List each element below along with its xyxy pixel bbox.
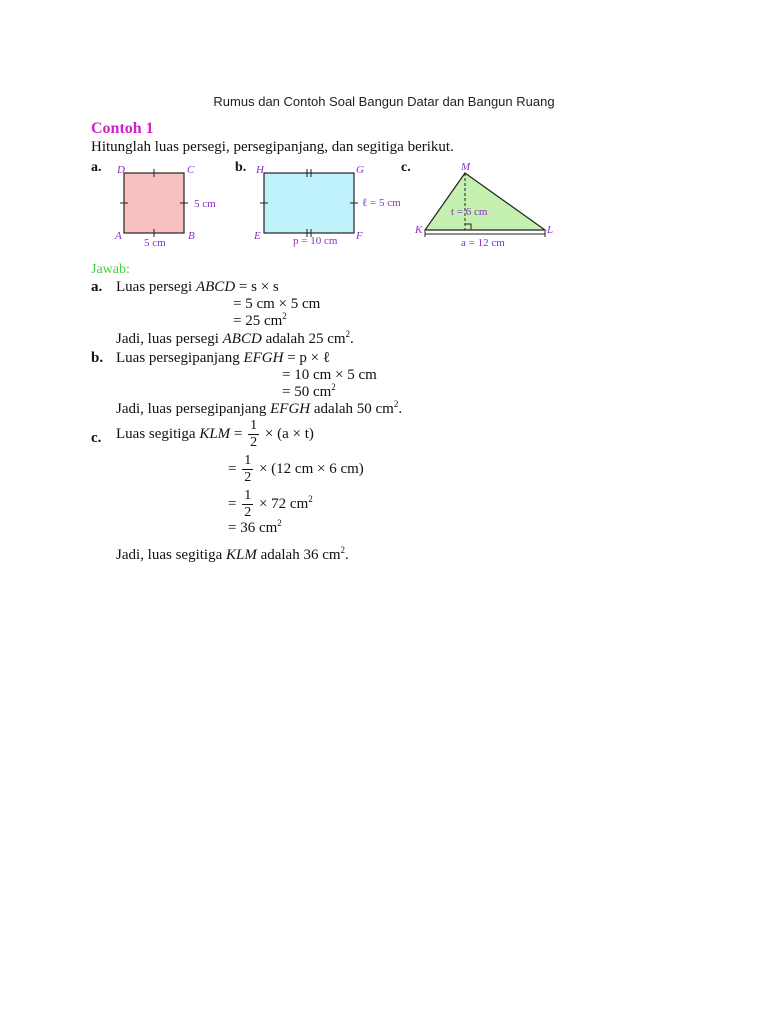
answer-c-formula — [116, 418, 314, 451]
vertex-d: D — [117, 164, 125, 176]
equals-sign: = — [233, 425, 243, 442]
rectangle-length-label: p = 10 cm — [293, 235, 338, 247]
vertex-k: K — [415, 224, 423, 236]
equals-sign: = — [228, 495, 237, 512]
answer-b-formula-rhs: = p × ℓ — [287, 350, 331, 366]
answer-c-conclusion: Jadi, luas segitiga KLM adalah 36 $cm^2$. — [116, 545, 349, 563]
vertex-c: C — [187, 164, 195, 176]
fraction-denominator: 2 — [244, 505, 252, 520]
document-header: Rumus dan Contoh Soal Bangun Datar dan Bangun Ruang — [213, 94, 555, 109]
fraction-one-half — [242, 488, 253, 521]
vertex-h: H — [256, 164, 264, 176]
fraction-numerator: 1 — [244, 453, 252, 468]
exponent: 2 — [282, 311, 287, 321]
example-heading: Contoh 1 — [91, 120, 154, 137]
equals-sign: = — [228, 460, 237, 477]
answer-b-step2 — [282, 384, 336, 401]
answer-c-step1 — [228, 453, 364, 486]
answer-b-step2-text: = 50 cm — [282, 384, 332, 400]
vertex-f: F — [356, 230, 363, 242]
fraction-one-half — [248, 418, 259, 451]
rectangle-figure — [250, 160, 410, 250]
vertex-e: E — [254, 230, 261, 242]
answer-c-conclusion-mid: adalah 36 cm — [260, 547, 341, 563]
answer-c-lead: Luas segitiga — [116, 425, 196, 442]
answer-a-step2 — [233, 313, 287, 330]
answer-c-conclusion-pre: Jadi, luas segitiga — [116, 547, 223, 563]
answer-b-formula — [116, 350, 330, 367]
figure-b-label: b. — [235, 160, 247, 175]
fraction-one-half — [242, 453, 253, 486]
side-length-bottom: 5 cm — [144, 237, 166, 249]
answer-c-step2 — [228, 488, 313, 521]
triangle-base-label: a = 12 cm — [461, 237, 505, 249]
vertex-b: B — [188, 230, 195, 242]
fraction-denominator: 2 — [250, 435, 258, 450]
answer-b-conclusion-pre: Jadi, luas persegipanjang — [116, 401, 267, 417]
answer-c-step2-rest: × 72 cm — [258, 495, 309, 512]
exponent: 2 — [340, 545, 346, 555]
answer-c-step3-text: = 36 cm — [228, 520, 278, 536]
answer-a-conclusion-mid: adalah 25 cm — [265, 331, 346, 347]
answer-a-step2-text: = 25 cm — [233, 313, 283, 329]
exponent: 2 — [308, 493, 313, 504]
answer-b-lead: Luas persegipanjang — [116, 350, 240, 366]
fraction-numerator: 1 — [244, 488, 252, 503]
answer-a-step1: = 5 cm × 5 cm — [233, 296, 321, 312]
instruction-text: Hitunglah luas persegi, persegipanjang, dan segitiga berikut. — [91, 139, 454, 155]
square-abcd — [124, 173, 184, 233]
answer-heading: Jawab: — [91, 262, 130, 277]
answer-b-conclusion: Jadi, luas persegipanjang EFGH adalah 50 $cm^2$. — [116, 399, 403, 417]
vertex-l: L — [547, 224, 554, 236]
triangle-klm — [425, 173, 545, 230]
answer-c-conclusion-name: KLM — [225, 547, 257, 563]
answer-b-conclusion-name: EFGH — [270, 401, 311, 417]
answer-c-formula-rest: × (a × t) — [264, 425, 314, 442]
answer-b-conclusion-mid: adalah 50 cm — [313, 401, 394, 417]
figure-c-label: c. — [401, 160, 411, 175]
answer-b-name: EFGH — [243, 350, 284, 366]
vertex-m: M — [461, 161, 471, 173]
exponent: 2 — [331, 382, 336, 392]
side-length-right: 5 cm — [194, 198, 216, 210]
triangle-height-label: t = 6 cm — [451, 206, 488, 218]
vertex-a: A — [115, 230, 122, 242]
fraction-numerator: 1 — [250, 418, 258, 433]
answer-b-step1: = 10 cm × 5 cm — [282, 367, 377, 383]
figure-a-label: a. — [91, 160, 102, 175]
vertex-g: G — [356, 164, 364, 176]
answer-c-label: c. — [91, 430, 102, 446]
rectangle-width-label: ℓ = 5 cm — [362, 197, 401, 209]
answer-a-name: ABCD — [195, 279, 236, 295]
answer-a-label: a. — [91, 279, 103, 295]
exponent: 2 — [277, 518, 282, 528]
exponent: 2 — [345, 329, 351, 339]
triangle-figure — [410, 158, 570, 250]
square-figure — [105, 160, 230, 250]
answer-b-label: b. — [91, 350, 104, 366]
answer-a-formula — [116, 279, 279, 296]
fraction-denominator: 2 — [244, 470, 252, 485]
answer-a-formula-rhs: = s × s — [238, 279, 279, 295]
answer-a-conclusion-name: ABCD — [222, 331, 262, 347]
rectangle-efgh — [264, 173, 354, 233]
answer-a-conclusion-pre: Jadi, luas persegi — [116, 331, 219, 347]
answer-a-lead: Luas persegi — [116, 279, 193, 295]
answer-c-step1-rest: × (12 cm × 6 cm) — [258, 460, 364, 477]
answer-c-step3 — [228, 520, 282, 537]
answer-c-name: KLM — [199, 425, 231, 442]
exponent: 2 — [393, 399, 399, 409]
answer-a-conclusion: Jadi, luas persegi ABCD adalah 25 $cm^2$. — [116, 329, 354, 347]
